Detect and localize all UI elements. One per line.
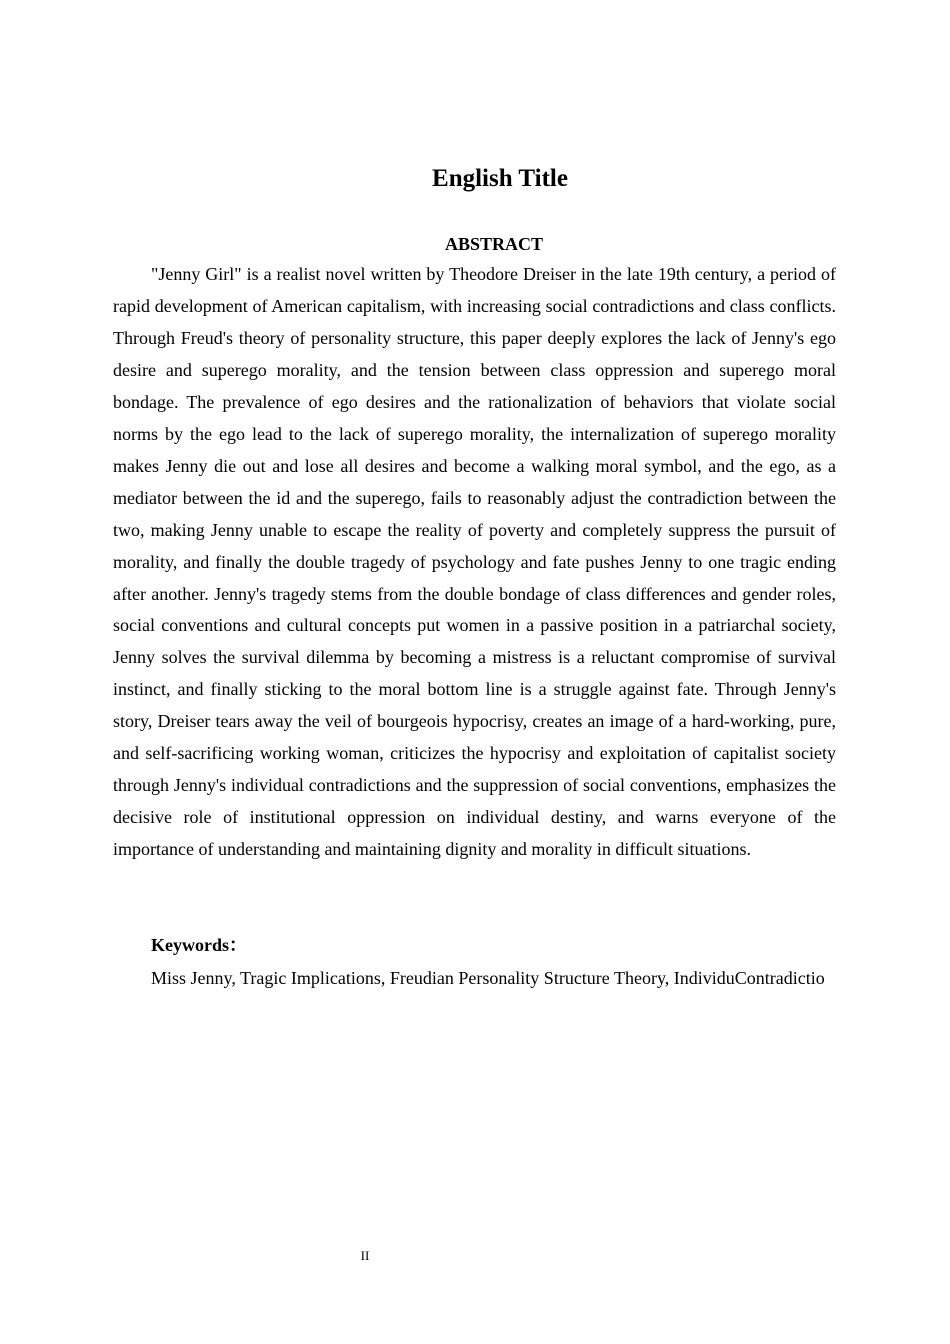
abstract-heading: ABSTRACT (444, 234, 544, 254)
page-number: II (360, 1248, 370, 1263)
keywords-list: Miss Jenny, Tragic Implications, Freudian Personality Structure Theory, IndividuContradictio (151, 968, 825, 988)
abstract-paragraph: "Jenny Girl" is a realist novel written by Theodore Dreiser in the late 19th century, a period of rapid development of American capitalism, with increasing social contradictions and class conflicts. Through Freud's theory of personality structure, this paper deeply explores the lack of Jenny's ego desire and superego morality, and the tension between class oppression and superego moral bondage. The prevalence of ego desires and the rationalization of behaviors that violate social norms by the ego lead to the lack of superego morality, the internalization of superego morality makes Jenny die out and lose all desires and become a walking moral symbol, and the ego, as a mediator between the id and the superego, fails to reasonably adjust the contradiction between the two, making Jenny unable to escape the reality of poverty and completely suppress the pursuit of morality, and finally the double tragedy of psychology and fate pushes Jenny to one tragic ending after another. Jenny's tragedy stems from the double bondage of class differences and gender roles, social conventions and cultural concepts put women in a passive position in a patriarchal society, Jenny solves the survival dilemma by becoming a mistress is a reluctant compromise of survival instinct, and finally sticking to the moral bottom line is a struggle against fate. Through Jenny's story, Dreiser tears away the veil of bourgeois hypocrisy, creates an image of a hard-working, pure, and self-sacrificing working woman, criticizes the hypocrisy and exploitation of capitalist society through Jenny's individual contradictions and the suppression of social conventions, emphasizes the decisive role of institutional oppression on individual destiny, and warns everyone of the importance of understanding and maintaining dignity and morality in difficult situations. (113, 264, 836, 860)
keywords-label: Keywords： (151, 935, 247, 955)
page-title: English Title (432, 165, 568, 192)
